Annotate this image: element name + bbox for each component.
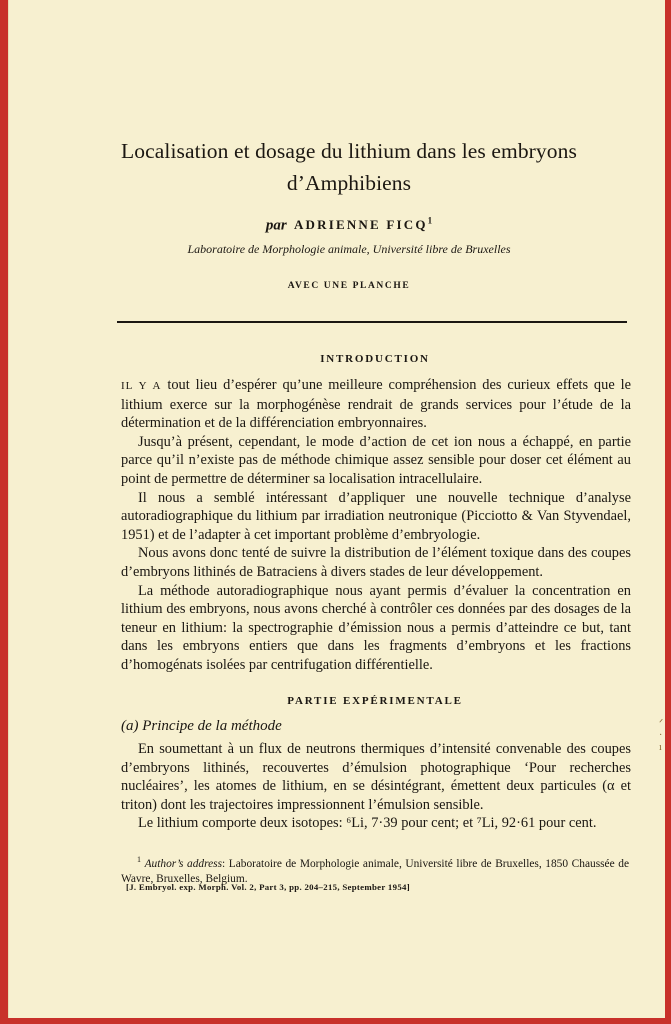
introduction-heading: INTRODUCTION [320,353,430,365]
title-line-1: Localisation et dosage du lithium dans les embryons [121,139,577,163]
intro-paragraph-2: Jusqu’à présent, cependant, le mode d’action de cet ion nous a échappé, en partie parce qu’il n’existe pas de méthode chimique assez sensible pour doser cet élément au point de permettre de déterminer sa localisation intracellulaire. [121,433,631,487]
introduction-body [121,376,631,675]
exp-paragraph-2: Le lithium comporte deux isotopes: ⁶Li, 7·39 pour cent; et ⁷Li, 92·61 pour cent. [138,815,597,832]
margin-pencil-mark: ᐟ · ı [659,718,664,753]
author-name [294,217,432,232]
article-page [8,0,665,1018]
byline [39,216,659,234]
byline-par: par [265,217,287,234]
intro-paragraph-5: La méthode autoradiographique nous ayant permis d’évaluer la concentration en lithium des embryons, nous avons cherché à contrôler ces données par des dosages de la teneur en lithium: la spectrographie d’émission nous a permis d’atteindre ce but, tant dans les embryons entiers que dans les fragments d’embryons et les fractions d’homogénats isolées par centrifugation différentielle. [121,582,631,673]
author-name-text: ADRIENNE FICQ [293,217,428,233]
intro-paragraph-1-text: tout lieu d’espérer qu’une meilleure compréhension des curieux effets que le lithium exerce sur la morphogénèse rendrait de grands services pour l’étude de la détermination et de la différenciation embryonnaires. [121,377,631,432]
exp-paragraph-1: En soumettant à un flux de neutrons thermiques d’intensité convenable des coupes d’embryons lithinés, recouvertes d’émulsion photographique ‘Pour recherches nucléaires’, les atomes de lithium, en se désintégrant, émettent deux particules (α et triton) dont les trajectoires impressionnent l’émulsion sensible. [121,741,631,813]
intro-paragraph-3: Il nous a semblé intéressant d’appliquer une nouvelle technique d’analyse autoradiographique du lithium par irradiation neutronique (Picciotto & Van Styvendael, 1951) et de l’adapter à cet important problème d’embryologie. [121,489,631,543]
intro-paragraph-1 [121,376,631,433]
footnote-label: Author’s address [144,857,223,870]
title-divider [117,321,627,323]
experimental-heading: PARTIE EXPÉRIMENTALE [287,695,463,707]
plates-note: AVEC UNE PLANCHE [287,281,411,291]
journal-citation: [J. Embryol. exp. Morph. Vol. 2, Part 3, pp. 204–215, September 1954] [126,882,410,892]
method-subheading: (a) Principe de la méthode [121,718,282,734]
intro-paragraph-4: Nous avons donc tenté de suivre la distribution de l’élément toxique dans des coupes d’embryons lithinés de Batraciens à divers stades de leur développement. [121,545,631,580]
footnote-marker: 1 [137,855,141,864]
affiliation: Laboratoire de Morphologie animale, Université libre de Bruxelles [187,242,511,256]
author-footnote-marker: 1 [427,216,433,226]
article-title [39,135,659,199]
intro-dropcap: IL Y A [121,380,162,392]
title-line-2: d’Amphibiens [286,171,412,195]
experimental-body [121,740,631,833]
footnote-body: : Laboratoire de Morphologie animale, Université libre de Bruxelles, 1850 Chaussée de Wavre, Bruxelles, Belgium. [121,857,630,886]
